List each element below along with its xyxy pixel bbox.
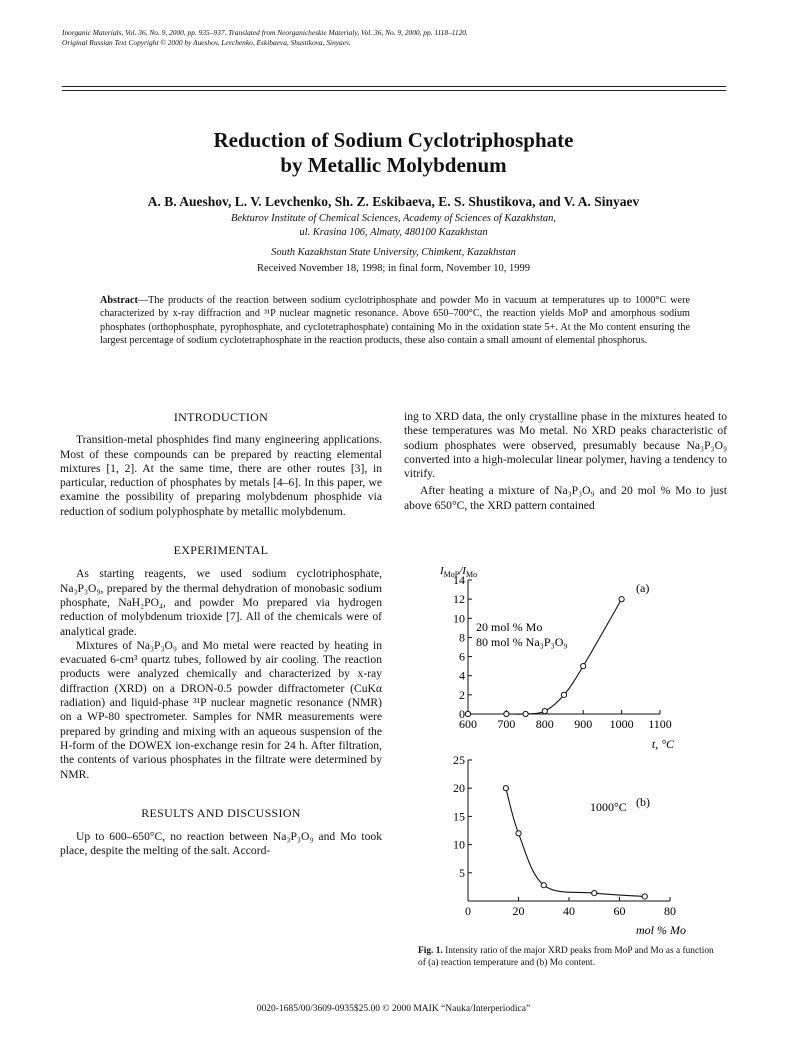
journal-header-line1: Inorganic Materials, Vol. 36, No. 9, 2000, pp. 935–937. Translated from Neorganicheskie Materialy, Vol. 36, No. 9, 2000, pp. 1118–1120. <box>62 28 468 37</box>
y-tick-label: 10 <box>453 837 465 852</box>
data-point <box>523 711 528 716</box>
affiliation-1-line1: Bekturov Institute of Chemical Sciences, Academy of Sciences of Kazakhstan, <box>230 213 557 224</box>
section-introduction: INTRODUCTION <box>173 410 269 424</box>
affiliation-1-line2: ul. Krasina 106, Almaty, 480100 Kazakhstan <box>299 227 488 238</box>
paper-title <box>0 128 787 178</box>
figure-caption <box>418 946 714 970</box>
results-paragraph-1: Up to 600–650°C, no reaction between Na₃P₃O₉ and Mo took place, despite the melting of the salt. Accord- <box>60 830 382 858</box>
experimental-paragraph-1: As starting reagents, we used sodium cyclotriphosphate, Na₃P₃O₉, prepared by the thermal dehydration of monobasic sodium phosphate, NaH₂PO₄, and powder Mo prepared via hydrogen reduction of molybdenum trioxide [7]. All of the chemicals were of analytical grade. <box>60 567 382 638</box>
x-tick-label: 1000 <box>609 717 634 731</box>
y-axis-label: $I_{MoP}/I_{Mo}$ <box>440 565 478 579</box>
section-experimental: EXPERIMENTAL <box>173 543 269 558</box>
abstract <box>100 294 690 347</box>
title-line1: Reduction of Sodium Cyclotriphosphate <box>213 128 574 152</box>
right-paragraph-2: After heating a mixture of Na₃P₃O₉ and 20 mol % Mo to just above 650°C, the XRD pattern contained <box>404 484 727 512</box>
x-tick-label: 900 <box>574 717 593 731</box>
y-tick-label: 6 <box>459 649 465 664</box>
x-axis-label: mol % Mo <box>636 923 686 937</box>
x-tick-label: 0 <box>465 904 471 918</box>
caption-label: Fig. 1. <box>418 946 443 956</box>
y-tick-label: 5 <box>459 865 465 880</box>
annotation-temperature: 1000°C <box>590 800 627 814</box>
right-paragraph-1: ing to XRD data, the only crystalline phase in the mixtures heated to these temperatures was Mo metal. No XRD peaks characteristic of sodium phosphates were observed, presumably because Na₃P₃O₉ converted into a high-molecular linear polymer, having a tendency to vitrify. <box>404 410 727 481</box>
journal-header-line2: Original Russian Text Copyright © 2000 by Aueshov, Levchenko, Eskibaeva, Shustikova, Sinyaev. <box>62 37 351 47</box>
y-tick-label: 0 <box>459 707 465 721</box>
y-tick-label: 20 <box>453 781 465 796</box>
title-line2: by Metallic Molybdenum <box>280 153 507 177</box>
chart-panel-a <box>439 565 675 751</box>
data-point <box>561 692 566 697</box>
footer: 0020-1685/00/3609-0935$25.00 © 2000 MAIK “Nauka/Interperiodica” <box>256 1004 531 1014</box>
chart-panel-b <box>453 753 686 937</box>
x-tick-label: 40 <box>563 904 575 918</box>
data-point <box>619 597 624 602</box>
affiliation-1 <box>0 212 787 240</box>
header-rule-bottom <box>62 90 726 91</box>
x-tick-label: 80 <box>664 904 676 918</box>
y-tick-label: 15 <box>453 809 465 824</box>
x-tick-label: 1100 <box>648 717 672 731</box>
x-axis-label: t, °C <box>651 737 674 751</box>
left-column <box>60 410 382 859</box>
abstract-text: —The products of the reaction between sodium cyclotriphosphate and powder Mo in vacuum at temperatures up to 1000°C were characterized by x-ray diffraction and ³¹P nuclear magnetic resonance. Above 650–700°C, the reaction yields MoP and amorphous sodium phosphates (orthophosphate, pyrophosphate, and cyclotetraphosphate) containing Mo in the oxidation state 5+. At the Mo content ensuring the largest percentage of sodium cyclotetraphosphate in the reaction products, these also contain a small amount of elemental phosphorus. <box>100 295 690 346</box>
data-point <box>592 891 597 896</box>
data-point <box>516 831 521 836</box>
data-point <box>465 711 470 716</box>
data-point <box>541 883 546 888</box>
y-tick-label: 25 <box>453 753 465 767</box>
right-column <box>404 410 727 513</box>
journal-header <box>62 28 742 47</box>
data-point <box>542 709 547 714</box>
x-tick-label: 800 <box>535 717 554 731</box>
experimental-paragraph-2: Mixtures of Na₃P₃O₉ and Mo metal were reacted by heating in evacuated 6-cm³ quartz tubes, followed by air cooling. The reaction products were analyzed chemically and characterized by x-ray diffraction (XRD) on a DRON-0.5 powder diffractometer (CuKα radiation) and liquid-phase ³¹P nuclear magnetic resonance (NMR) on a WP-80 spectrometer. Samples for NMR measurements were prepared by grinding and mixing with an aqueous suspension of the H-form of the DOWEX ion-exchange resin for 24 h. After filtration, the contents of various phosphates in the filtrate were determined by NMR. <box>60 638 382 781</box>
affiliation-2: South Kazakhstan State University, Chimkent, Kazakhstan <box>271 247 516 258</box>
y-tick-label: 8 <box>459 630 465 645</box>
y-tick-label: 14 <box>453 573 465 587</box>
data-point <box>581 664 586 669</box>
y-tick-label: 4 <box>459 668 465 683</box>
y-tick-label: 12 <box>453 592 465 607</box>
data-point <box>503 786 508 791</box>
x-tick-label: 20 <box>512 904 525 918</box>
figure-1 <box>410 560 710 940</box>
y-tick-label: 2 <box>459 687 465 702</box>
data-point <box>642 894 647 899</box>
panel-label: (b) <box>636 795 650 809</box>
section-results: RESULTS AND DISCUSSION <box>141 805 301 820</box>
abstract-label: Abstract <box>100 295 138 306</box>
data-line <box>468 599 622 714</box>
x-tick-label: 60 <box>613 904 626 918</box>
panel-label: (a) <box>636 581 650 595</box>
authors: A. B. Aueshov, L. V. Levchenko, Sh. Z. Eskibaeva, E. S. Shustikova, and V. A. Sinyaev <box>147 194 640 209</box>
x-tick-label: 700 <box>497 717 516 731</box>
header-rule-top <box>62 86 726 87</box>
received-dates: Received November 18, 1998; in final form, November 10, 1999 <box>257 263 530 274</box>
y-tick-label: 10 <box>453 611 465 626</box>
data-point <box>504 711 509 716</box>
annotation-composition-salt: 80 mol % Na₃P₃O₉ <box>476 635 568 649</box>
x-tick-label: 600 <box>459 717 477 731</box>
intro-paragraph: Transition-metal phosphides find many engineering applications. Most of these compounds can be prepared by reacting elemental mixtures [1, 2]. At the same time, there are other routes [3], in particular, reduction of phosphates by metals [4–6]. In this paper, we examine the possibility of preparing molybdenum phosphide via reduction of sodium polyphosphate by metallic molybdenum. <box>60 433 382 518</box>
annotation-composition-mo: 20 mol % Mo <box>476 620 543 634</box>
caption-text: Intensity ratio of the major XRD peaks from MoP and Mo as a function of (a) reaction temperature and (b) Mo content. <box>418 946 714 968</box>
